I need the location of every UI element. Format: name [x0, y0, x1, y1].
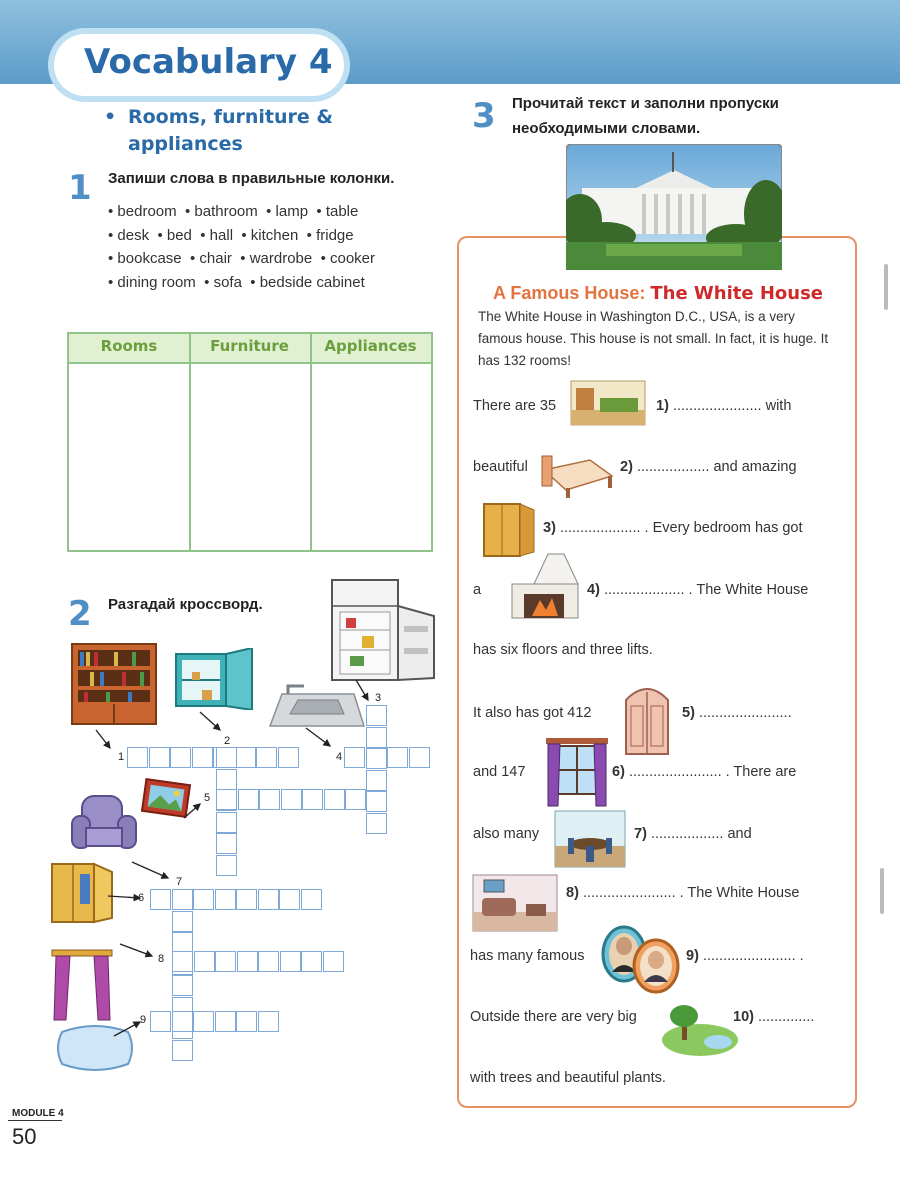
- crossword-cell[interactable]: [344, 747, 365, 768]
- word-item: • fridge: [306, 226, 354, 244]
- word-item: • hall: [200, 226, 234, 244]
- wardrobe-picture: [46, 862, 122, 926]
- bookcase-picture: [70, 642, 160, 728]
- door-picture: [622, 678, 672, 756]
- crossword-cell[interactable]: [149, 747, 170, 768]
- pillow-picture: [56, 1020, 134, 1076]
- fridge-picture: [330, 578, 440, 684]
- module-label: MODULE 4: [12, 1108, 64, 1119]
- word-item: • desk: [108, 226, 150, 244]
- heading-part2: The White House: [650, 283, 824, 304]
- column-furniture-input[interactable]: [192, 364, 308, 548]
- word-list: [108, 200, 448, 294]
- crossword-cell[interactable]: [238, 789, 259, 810]
- column-rooms-input[interactable]: [71, 364, 187, 548]
- sorting-table: [67, 332, 433, 552]
- crossword-cell[interactable]: [215, 1011, 236, 1032]
- portraits-picture: [600, 922, 684, 994]
- gap-6[interactable]: 6) ....................... . There are: [612, 764, 797, 780]
- crossword-cell[interactable]: [172, 911, 193, 932]
- crossword-cell[interactable]: [150, 889, 171, 910]
- crossword-cell[interactable]: [172, 1011, 193, 1032]
- crossword-cell[interactable]: [235, 747, 256, 768]
- crossword-cell[interactable]: [216, 833, 237, 854]
- crossword-cell[interactable]: [194, 951, 215, 972]
- crossword-cell[interactable]: [324, 789, 345, 810]
- crossword-cell[interactable]: [172, 1040, 193, 1061]
- gap-10[interactable]: 10) ..............: [733, 1009, 815, 1025]
- ex2-instruction: Разгадай кроссворд.: [108, 596, 263, 613]
- crossword-cell[interactable]: [236, 889, 257, 910]
- topic-heading: [104, 104, 333, 158]
- word-item: • bedside cabinet: [250, 273, 365, 291]
- ex3-instruction-line1: Прочитай текст и заполни пропуски: [512, 95, 779, 112]
- ex1-number: 1: [68, 168, 92, 208]
- crossword-cell[interactable]: [409, 747, 430, 768]
- clue-number: 9: [140, 1014, 147, 1026]
- word-item: • bedroom: [108, 203, 177, 220]
- crossword-cell[interactable]: [281, 789, 302, 810]
- word-item: • bathroom: [184, 203, 258, 220]
- footer-divider: [8, 1120, 62, 1121]
- column-divider: [310, 334, 312, 550]
- text-line: has many famous: [470, 948, 585, 964]
- white-house-photo: [566, 144, 782, 270]
- gap-1[interactable]: 1) ...................... with: [656, 398, 792, 414]
- word-item: • bed: [157, 226, 192, 244]
- word-item: • table: [316, 203, 359, 220]
- clue-number: 2: [224, 735, 231, 747]
- column-header-furniture: Furniture: [210, 337, 289, 355]
- clue-number: 7: [176, 876, 183, 888]
- crossword-cell[interactable]: [345, 789, 366, 810]
- heading-part1: A Famous House:: [493, 283, 651, 303]
- text-line: Outside there are very big: [470, 1009, 637, 1025]
- gap-8[interactable]: 8) ....................... . The White House: [566, 885, 800, 901]
- crossword-cell[interactable]: [280, 951, 301, 972]
- topic-line2: appliances: [128, 133, 243, 155]
- crossword-cell[interactable]: [366, 705, 387, 726]
- crossword-cell[interactable]: [259, 789, 280, 810]
- crossword-cell[interactable]: [366, 727, 387, 748]
- crossword-cell[interactable]: [278, 747, 299, 768]
- reading-intro: The White House in Washington D.C., USA, is a very famous house. This house is not small. In fact, it is huge. It has 132 rooms!: [478, 309, 829, 368]
- crossword-cell[interactable]: [192, 747, 213, 768]
- text-line: There are 35: [473, 398, 557, 414]
- clue-number: 5: [204, 792, 211, 804]
- crossword-cell[interactable]: [216, 789, 237, 810]
- text-line: beautiful: [473, 459, 528, 475]
- crossword-cell[interactable]: [216, 855, 237, 876]
- binding-mark: [880, 868, 884, 914]
- page-title: Vocabulary 4: [84, 42, 333, 82]
- gap-5[interactable]: 5) .......................: [682, 705, 792, 721]
- cupboard-picture: [172, 648, 264, 710]
- crossword-cell[interactable]: [366, 813, 387, 834]
- text-line: and 147: [473, 764, 526, 780]
- crossword-cell[interactable]: [172, 932, 193, 953]
- crossword-cell[interactable]: [279, 889, 300, 910]
- crossword-cell[interactable]: [366, 748, 387, 769]
- crossword-cell[interactable]: [323, 951, 344, 972]
- armchair-picture: [70, 792, 140, 858]
- crossword-cell[interactable]: [215, 951, 236, 972]
- bedroom-picture: [570, 380, 646, 426]
- crossword-cell[interactable]: [193, 889, 214, 910]
- crossword-cell[interactable]: [236, 1011, 257, 1032]
- text-line: has six floors and three lifts.: [473, 642, 653, 658]
- sink-picture: [268, 684, 366, 730]
- column-divider: [189, 334, 191, 550]
- fireplace-picture: [504, 552, 584, 622]
- word-item: • chair: [189, 250, 232, 267]
- crossword-cell[interactable]: [258, 951, 279, 972]
- word-item: • dining room: [108, 273, 196, 291]
- crossword-cell[interactable]: [366, 770, 387, 791]
- crossword-cell[interactable]: [193, 1011, 214, 1032]
- crossword-cell[interactable]: [302, 789, 323, 810]
- garden-picture: [660, 1000, 740, 1058]
- text-line: with trees and beautiful plants.: [470, 1070, 666, 1086]
- gap-4[interactable]: 4) .................... . The White House: [587, 582, 809, 598]
- topic-line1: Rooms, furniture &: [128, 106, 333, 128]
- crossword-cell[interactable]: [172, 975, 193, 996]
- crossword-cell[interactable]: [215, 889, 236, 910]
- text-line: It also has got 412: [473, 705, 592, 721]
- crossword-cell[interactable]: [172, 951, 193, 972]
- crossword-cell[interactable]: [237, 951, 258, 972]
- text-line: also many: [473, 826, 540, 842]
- crossword-cell[interactable]: [127, 747, 148, 768]
- ex2-number: 2: [68, 594, 92, 634]
- gap-7[interactable]: 7) .................. and: [634, 826, 752, 842]
- window-picture: [544, 736, 610, 808]
- ex3-number: 3: [472, 96, 496, 136]
- curtains-picture: [50, 948, 114, 1022]
- word-item: • bookcase: [108, 250, 182, 267]
- ex3-instruction-line2: необходимыми словами.: [512, 120, 701, 137]
- crossword-cell[interactable]: [301, 951, 322, 972]
- bed-picture: [540, 450, 616, 500]
- gap-3[interactable]: 3) .................... . Every bedroom has got: [543, 520, 803, 536]
- ex1-instruction: Запиши слова в правильные колонки.: [108, 170, 395, 187]
- dining-room-picture: [554, 810, 626, 868]
- crossword-cell[interactable]: [256, 747, 277, 768]
- reading-heading: [493, 283, 823, 304]
- wardrobe-small-picture: [480, 500, 538, 560]
- crossword-cell[interactable]: [172, 889, 193, 910]
- gap-9[interactable]: 9) ....................... .: [686, 948, 804, 964]
- column-header-appliances: Appliances: [324, 337, 417, 355]
- crossword-cell[interactable]: [150, 1011, 171, 1032]
- word-item: • sofa: [204, 273, 242, 291]
- topic-bullet: •: [104, 106, 117, 128]
- crossword-cell[interactable]: [258, 889, 279, 910]
- clue-number: 4: [336, 751, 343, 763]
- word-item: • wardrobe: [240, 250, 313, 267]
- column-header-rooms: Rooms: [100, 337, 158, 355]
- word-item: • lamp: [266, 203, 309, 220]
- text-line: a: [473, 582, 482, 598]
- crossword-cell[interactable]: [216, 747, 237, 768]
- binding-mark: [884, 264, 888, 310]
- crossword-cell[interactable]: [387, 747, 408, 768]
- clue-number: 6: [138, 892, 145, 904]
- crossword-cell[interactable]: [301, 889, 322, 910]
- crossword-cell[interactable]: [216, 812, 237, 833]
- picture-frame-picture: [140, 776, 192, 820]
- crossword-cell[interactable]: [366, 791, 387, 812]
- crossword-cell[interactable]: [258, 1011, 279, 1032]
- gap-2[interactable]: 2) .................. and amazing: [620, 459, 797, 475]
- clue-number: 8: [158, 953, 165, 965]
- word-item: • kitchen: [241, 226, 299, 244]
- clue-number: 3: [375, 692, 382, 704]
- crossword-cell[interactable]: [170, 747, 191, 768]
- page-number: 50: [12, 1124, 37, 1149]
- crossword-cell[interactable]: [216, 769, 237, 790]
- column-appliances-input[interactable]: [313, 364, 429, 548]
- living-room-picture: [472, 874, 558, 932]
- word-item: • cooker: [320, 250, 376, 267]
- clue-number: 1: [118, 751, 125, 763]
